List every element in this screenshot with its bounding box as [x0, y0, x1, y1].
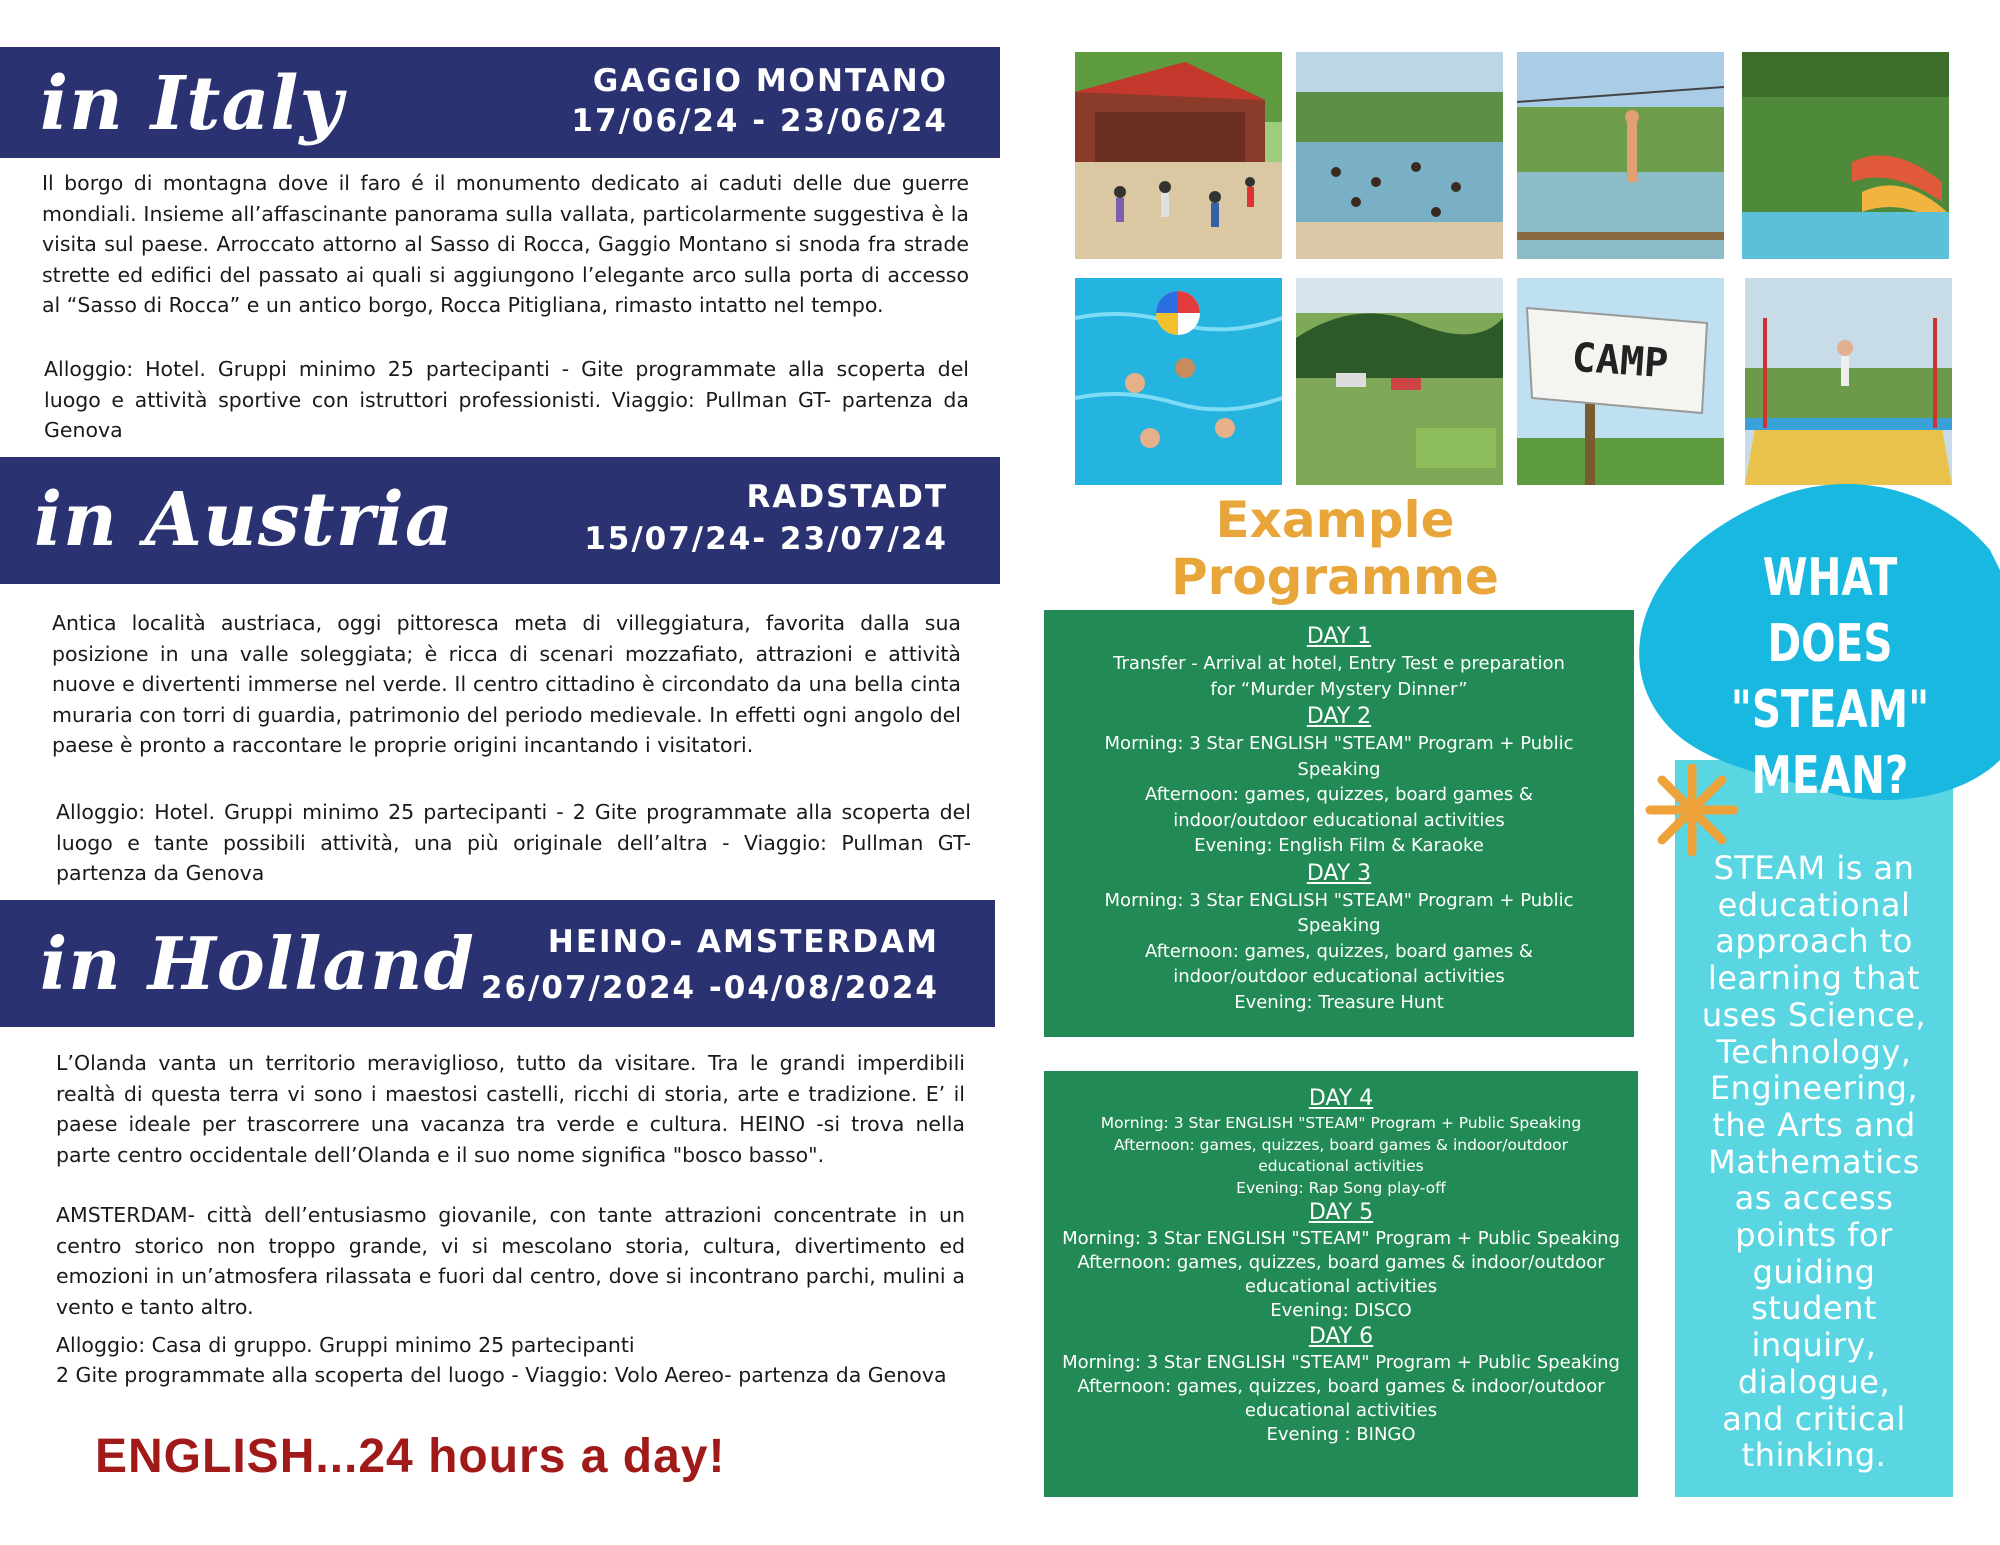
austria-description: Antica località austriaca, oggi pittoresca meta di villeggiatura, favorita dalla sua posizione in una valle soleggiata; è ricca di scenari mozzafiato, attrazioni e attività nuove e divertenti immerse nel verde. Il centro cittadino è circondato da una bella cinta muraria con torri di guardia, patrimonio del periodo medievale. In effetti ogni angolo del paese è pronto a raccontare le proprie origini incantando i visitatori.	[52, 611, 961, 757]
steam-answer-line: thinking.	[1741, 1436, 1887, 1475]
steam-answer-line: points for	[1735, 1216, 1893, 1255]
day-line: Afternoon: games, quizzes, board games & indoor/outdoor	[1077, 1376, 1605, 1397]
steam-question-line-3: MEAN?	[1751, 746, 1909, 806]
day-line: Morning: 3 Star ENGLISH "STEAM" Program + Public	[1104, 733, 1574, 754]
day-line: indoor/outdoor educational activities	[1173, 809, 1505, 831]
photo-valley-landscape	[1296, 278, 1503, 485]
steam-answer-line: inquiry,	[1751, 1326, 1877, 1365]
day-line: Morning: 3 Star ENGLISH "STEAM" Program + Public Speaking	[1100, 1114, 1582, 1132]
italy-heading: in Italy	[40, 61, 344, 147]
steam-answer-line: the Arts and	[1712, 1105, 1916, 1144]
day-line: Transfer - Arrival at hotel, Entry Test e preparation	[1113, 653, 1565, 674]
programme-title	[1100, 492, 1570, 606]
steam-answer-line: approach to	[1715, 922, 1913, 961]
day-line: Speaking	[1297, 758, 1381, 780]
photo-water-slides	[1742, 52, 1949, 259]
sparkle-icon	[1642, 760, 1742, 860]
day-title: DAY 5	[1308, 1200, 1374, 1225]
day-line: Evening: Rap Song play-off	[1236, 1178, 1446, 1197]
day-line: Morning: 3 Star ENGLISH "STEAM" Program + Public Speaking	[1062, 1228, 1620, 1249]
steam-answer-line: and critical	[1722, 1399, 1906, 1438]
day-line: Evening : BINGO	[1266, 1424, 1416, 1445]
photo-lake-swimming	[1296, 52, 1503, 259]
day-line: indoor/outdoor educational activities	[1173, 966, 1505, 987]
steam-answer-line: student	[1751, 1289, 1877, 1328]
programme-title-line-1: Example	[1215, 491, 1455, 549]
day-line: Afternoon: games, quizzes, board games &	[1145, 940, 1533, 962]
steam-answer-line: Mathematics	[1708, 1142, 1920, 1181]
steam-answer-line: learning that	[1707, 959, 1921, 998]
programme-box-2	[1044, 1071, 1638, 1497]
day-line: Speaking	[1297, 915, 1381, 936]
steam-answer-line: Engineering,	[1709, 1069, 1919, 1108]
day-line: Evening: English Film & Karaoke	[1194, 835, 1484, 856]
day-line: for “Murder Mystery Dinner”	[1210, 678, 1468, 700]
programme-title-line-2: Programme	[1171, 548, 1499, 606]
photo-pool-beach-ball	[1075, 278, 1282, 485]
steam-question	[1713, 545, 1947, 809]
austria-banner	[0, 457, 1000, 584]
programme-box-1	[1044, 610, 1634, 1037]
steam-question-line-1: WHAT DOES	[1762, 548, 1898, 674]
day-line: Afternoon: games, quizzes, board games &	[1145, 784, 1533, 805]
austria-dates: 15/07/24- 23/07/24	[584, 521, 948, 557]
day-title: DAY 2	[1306, 704, 1372, 729]
austria-place: RADSTADT	[746, 479, 948, 515]
day-line: educational activities	[1244, 1400, 1438, 1421]
day-line: educational activities	[1244, 1276, 1438, 1297]
holland-heading: in Holland	[40, 921, 475, 1006]
day-line: Evening: Treasure Hunt	[1234, 991, 1444, 1013]
italy-description: Il borgo di montagna dove il faro é il monumento dedicato ai caduti delle due guerre mondiali. Insieme all’affascinante panorama sulla vallata, particolarmente suggestiva è la visita sul paese. Arroccato attorno al Sasso di Rocca, Gaggio Montano si snoda fra strade strette ed edifici del passato ai quali si aggiungono l’elegante arco sulla porta di accesso al “Sasso di Rocca” e un antico borgo, Rocca Pitigliana, rimasto intatto nel tempo.	[42, 171, 969, 317]
day-line: Afternoon: games, quizzes, board games & indoor/outdoor	[1113, 1135, 1569, 1154]
day-title: DAY 3	[1306, 860, 1372, 886]
holland-description-1: L’Olanda vanta un territorio meraviglioso, tutto da visitare. Tra le grandi imperdibili realtà di questa terra vi sono i maestosi castelli, ricchi di storia, arte e tradizione. E’ il paese ideale per trascorrere una vacanza tra verde e cultura. HEINO -si trova nella parte centro occidentale dell’Olanda e il suo nome significa "bosco basso".	[56, 1051, 965, 1167]
steam-answer-line: as access	[1734, 1179, 1894, 1218]
day-line: Afternoon: games, quizzes, board games & indoor/outdoor	[1077, 1252, 1605, 1273]
holland-description-2: AMSTERDAM- città dell’entusiasmo giovanile, con tante attrazioni concentrate in un centro storico non troppo grande, vi si mescolano storia, cultura, divertimento ed emozioni in un’atmosfera rilassata e fuori dal centro, dove si incontrano parchi, mulini a vento e tanto altro.	[56, 1203, 965, 1319]
day-line: Evening: DISCO	[1270, 1300, 1412, 1321]
photo-camp-sign	[1517, 278, 1724, 485]
steam-answer-line: uses Science,	[1701, 995, 1927, 1034]
steam-question-line-2: "STEAM"	[1730, 680, 1930, 740]
day-title: DAY 4	[1308, 1086, 1374, 1111]
austria-info: Alloggio: Hotel. Gruppi minimo 25 partecipanti - 2 Gite programmate alla scoperta del luogo e tante possibili attività, una più originale dell’altra - Viaggio: Pullman GT- partenza da Genova	[56, 800, 971, 885]
italy-dates: 17/06/24 - 23/06/24	[571, 103, 948, 139]
steam-answer-line: STEAM is an	[1713, 849, 1915, 887]
day-title: DAY 6	[1308, 1324, 1374, 1349]
italy-banner	[0, 47, 1000, 158]
slogan: ENGLISH...24 hours a day!	[95, 1430, 726, 1483]
holland-place: HEINO- AMSTERDAM	[547, 924, 939, 960]
photo-trampoline	[1745, 278, 1952, 485]
day-title: DAY 1	[1306, 624, 1372, 649]
day-line: educational activities	[1258, 1157, 1424, 1175]
italy-info: Alloggio: Hotel. Gruppi minimo 25 partecipanti - Gite programmate alla scoperta del luogo e attività sportive con istruttori professionisti. Viaggio: Pullman GT- partenza da Genova	[44, 357, 969, 442]
steam-answer-line: educational	[1717, 885, 1911, 924]
camp-sign-text: CAMP	[1570, 334, 1670, 388]
steam-answer-line: guiding	[1752, 1252, 1876, 1291]
day-line: Morning: 3 Star ENGLISH "STEAM" Program + Public	[1104, 889, 1574, 911]
austria-heading: in Austria	[34, 477, 454, 563]
photo-zipline-lake	[1517, 52, 1724, 259]
holland-info-1: Alloggio: Casa di gruppo. Gruppi minimo 25 partecipanti	[56, 1333, 635, 1357]
steam-answer-line: Technology,	[1716, 1032, 1912, 1071]
photo-beach-volleyball	[1075, 52, 1282, 259]
holland-dates: 26/07/2024 -04/08/2024	[480, 970, 939, 1006]
holland-info-2: 2 Gite programmate alla scoperta del luogo - Viaggio: Volo Aereo- partenza da Genova	[56, 1363, 947, 1387]
steam-answer-line: dialogue,	[1737, 1362, 1891, 1401]
steam-answer	[1680, 850, 1948, 1474]
holland-banner	[0, 900, 995, 1027]
day-line: Morning: 3 Star ENGLISH "STEAM" Program + Public Speaking	[1062, 1352, 1620, 1373]
italy-place: GAGGIO MONTANO	[592, 63, 948, 99]
